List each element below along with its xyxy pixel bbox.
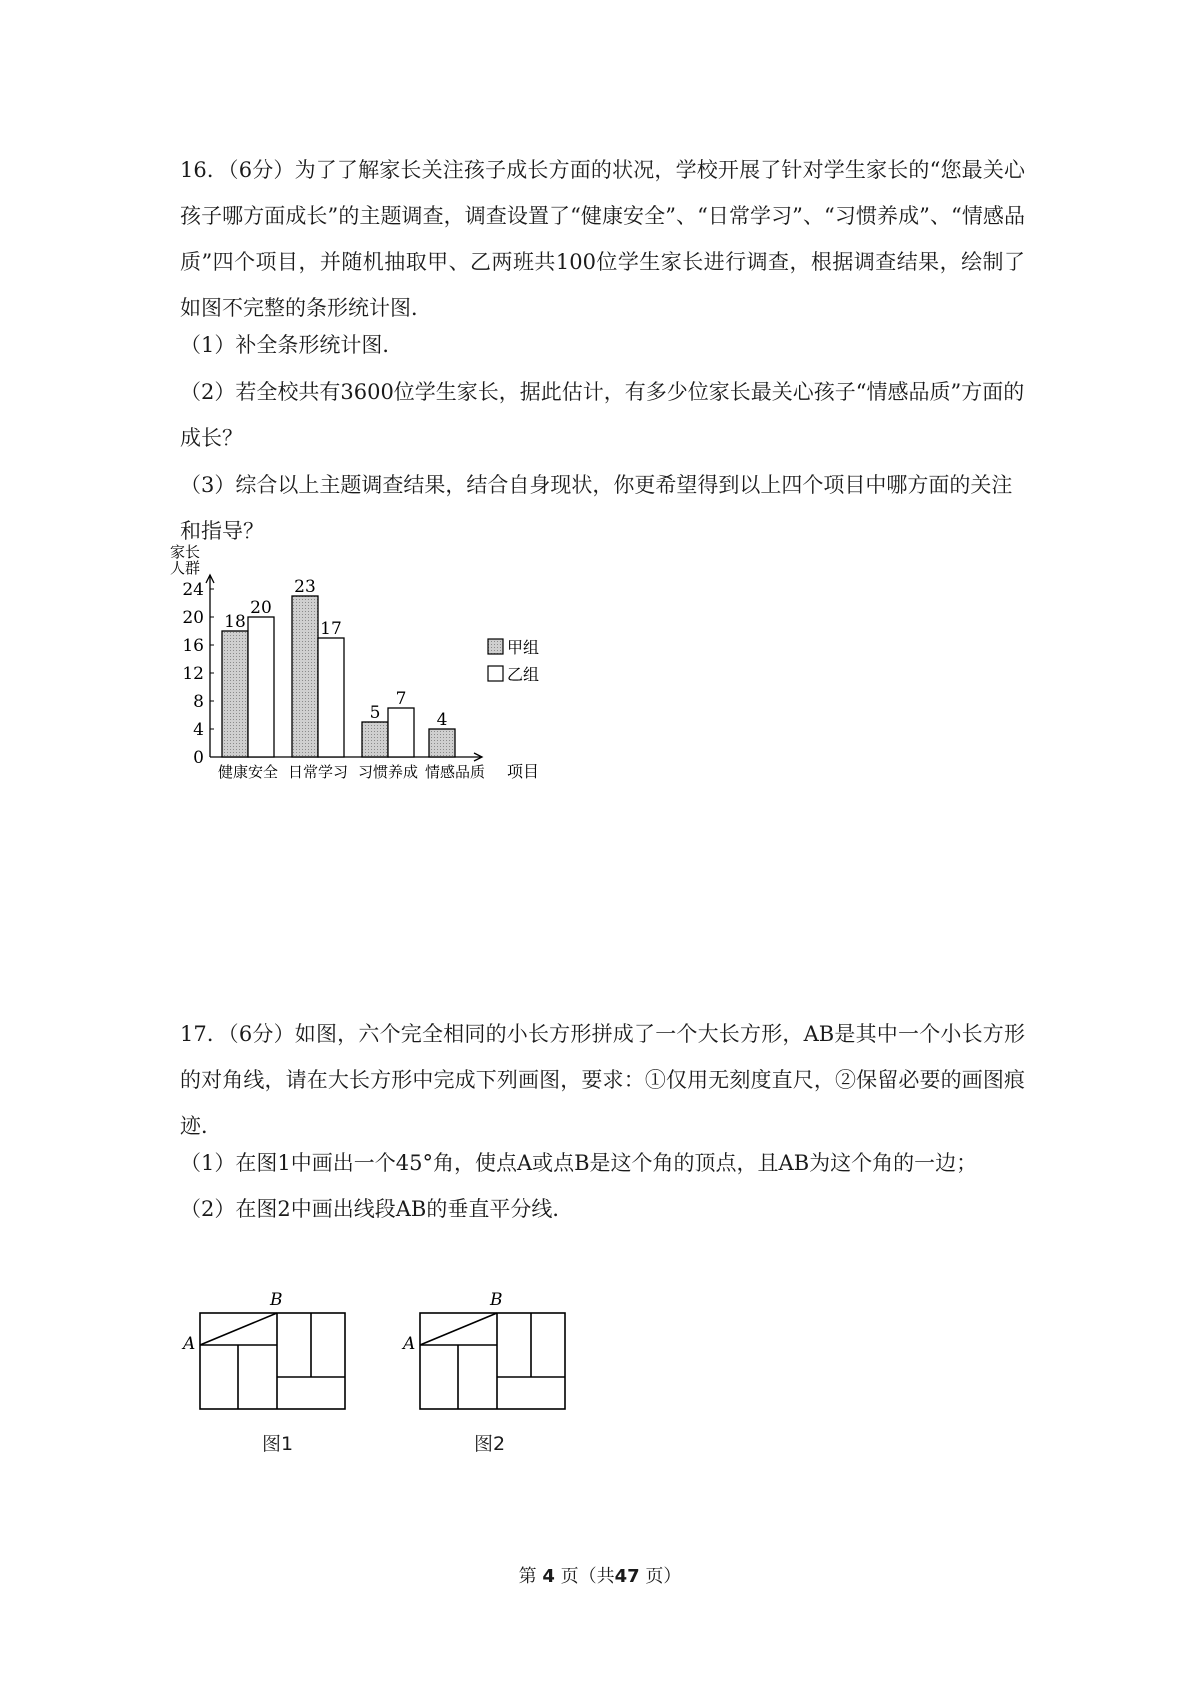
bar xyxy=(292,596,318,757)
bar xyxy=(429,729,455,757)
y-tick-label: 12 xyxy=(182,664,204,684)
q17-stem: 17．（6分）如图，六个完全相同的小长方形拼成了一个大长方形，AB是其中一个小长方形的对角线，请在大长方形中完成下列画图，要求：①仅用无刻度直尺，②保留必要的画图痕迹． xyxy=(180,1022,1025,1138)
x-axis-label: 项目 xyxy=(507,762,540,781)
y-tick-label: 24 xyxy=(182,580,204,600)
x-category-label: 习惯养成 xyxy=(357,763,419,781)
figure-1 xyxy=(180,1285,380,1455)
fig1-caption: 图1 xyxy=(262,1433,294,1455)
legend-swatch xyxy=(488,666,503,681)
legend-swatch xyxy=(488,639,503,654)
q17-sub2: （2）在图2中画出线段AB的垂直平分线． xyxy=(180,1197,574,1221)
y-tick-label: 8 xyxy=(193,692,204,712)
fig2-caption: 图2 xyxy=(474,1433,506,1455)
fig1-point-a: A xyxy=(183,1334,196,1354)
x-category-label: 健康安全 xyxy=(217,763,279,781)
q16-sub1: （1）补全条形统计图． xyxy=(180,333,404,357)
footer-suffix: 页） xyxy=(645,1566,682,1587)
q16-stem: 16．（6分）为了了解家长关注孩子成长方面的状况，学校开展了针对学生家长的“您最关心孩子哪方面成长”的主题调查，调查设置了“健康安全”、“日常学习”、“习惯养成”、“情感品质”四个项目，并随机抽取甲、乙两班共100位学生家长进行调查，根据调查结果，绘制了如图不完整的条形统计图． xyxy=(180,158,1025,320)
q16-sub3: （3）综合以上主题调查结果，结合自身现状，你更希望得到以上四个项目中哪方面的关注和指导？ xyxy=(180,473,1013,543)
bar-value-label: 23 xyxy=(294,577,316,597)
page-footer xyxy=(0,1562,1200,1588)
bar-value-label: 20 xyxy=(250,598,272,618)
y-axis-label-line2: 人群 xyxy=(170,559,201,577)
y-tick-label: 4 xyxy=(193,720,204,740)
legend-label: 甲组 xyxy=(507,638,540,657)
fig2-point-a: A xyxy=(403,1334,416,1354)
x-category-label: 情感品质 xyxy=(424,763,486,781)
y-tick-label: 20 xyxy=(182,608,204,628)
bar-chart xyxy=(170,543,610,855)
bar xyxy=(222,631,248,757)
figure-1-diagram xyxy=(180,1285,380,1425)
footer-total-pages: 47 xyxy=(614,1566,640,1587)
bar xyxy=(248,617,274,757)
y-tick-label: 0 xyxy=(193,748,204,768)
bar-value-label: 18 xyxy=(224,612,246,632)
q17-sub1: （1）在图1中画出一个45°角，使点A或点B是这个角的顶点，且AB为这个角的一边； xyxy=(180,1151,978,1175)
bar-chart-svg xyxy=(170,543,610,855)
bar-value-label: 4 xyxy=(436,710,448,730)
bar-value-label: 7 xyxy=(395,689,407,709)
bar xyxy=(318,638,344,757)
figure-2-diagram xyxy=(400,1285,600,1425)
bar-value-label: 17 xyxy=(320,619,342,639)
y-axis-label-line1: 家长 xyxy=(170,543,201,561)
figure-2 xyxy=(400,1285,600,1455)
fig1-point-b: B xyxy=(270,1290,283,1310)
q16-sub2: （2）若全校共有3600位学生家长，据此估计，有多少位家长最关心孩子“情感品质”方面的成长？ xyxy=(180,380,1025,450)
y-tick-label: 16 xyxy=(182,636,204,656)
bar-value-label: 5 xyxy=(369,703,381,723)
x-category-label: 日常学习 xyxy=(287,763,349,781)
bar xyxy=(362,722,388,757)
footer-prefix: 第 xyxy=(518,1566,537,1587)
footer-middle: 页（共 xyxy=(560,1566,615,1587)
legend-label: 乙组 xyxy=(507,665,540,684)
footer-page-number: 4 xyxy=(542,1566,555,1587)
fig2-point-b: B xyxy=(490,1290,503,1310)
bar xyxy=(388,708,414,757)
